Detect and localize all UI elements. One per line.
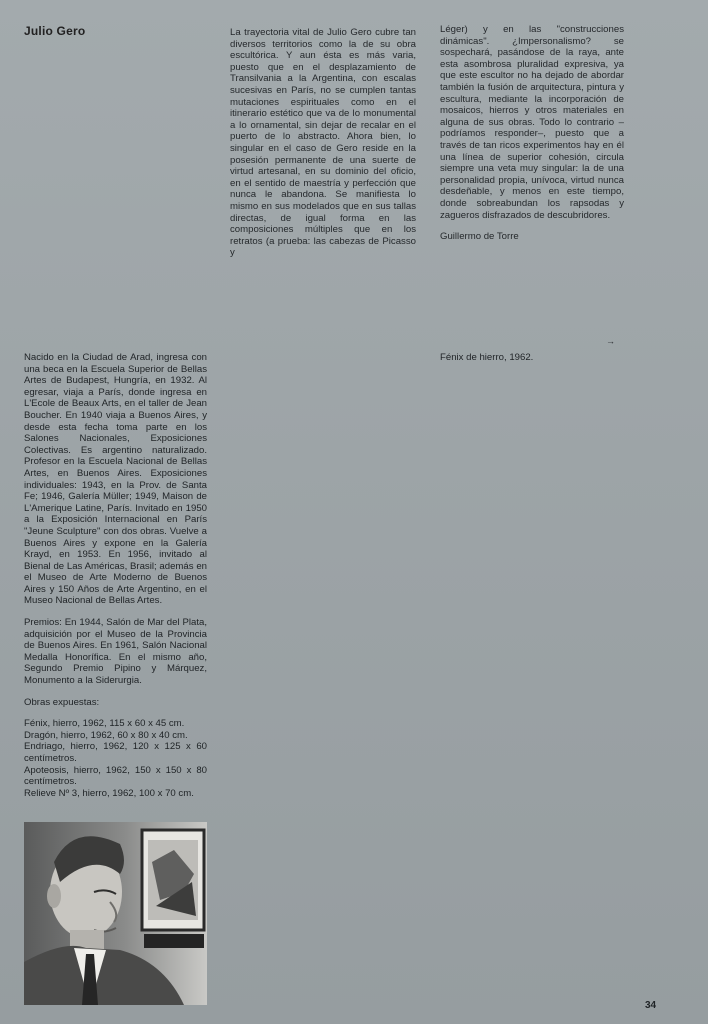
works-list-item: Dragón, hierro, 1962, 60 x 80 x 40 cm. — [24, 729, 188, 741]
page-number: 34 — [645, 1000, 657, 1011]
works-list — [24, 718, 207, 799]
awards-text: Premios: En 1944, Salón de Mar del Plata, adquisición por el Museo de la Provincia de Buenos Aires. En 1961, Salón Nacional Medalla Honorífica. En el mismo año, Segundo Premio Pipino y Márquez, Monumento a la Siderurgia. — [24, 617, 207, 687]
image-caption: Fénix de hierro, 1962. — [440, 352, 534, 363]
essay-author: Guillermo de Torre — [440, 231, 519, 243]
essay-column-2 — [440, 24, 624, 251]
essay-paragraph-2: Léger) y en las "construcciones dinámicas". ¿Impersonalismo? se sospechará, pasándose de la raya, ante esta asombrosa pluralidad expresiva, ya que este escultor no ha dejado de abordar también la fusión de arquitectura, pintura y escultura, mediante la incorporación de mosaicos, hierros y otros materiales en alguna de sus obras. Todo lo contrario –podríamos responder–, puesto que a través de tan ricos experimentos hay en él una línea de superior cohesión, circula siempre una veta muy singular: la de una personalidad propia, unívoca, virtud nunca desdeñable, y menos en este tiempo, donde sobreabundan los rapsodas y zagueros disfrazados de descubridores. — [440, 24, 624, 221]
essay-column-1 — [230, 27, 416, 267]
works-list-item: Fénix, hierro, 1962, 115 x 60 x 45 cm. — [24, 718, 185, 730]
artist-name-heading: Julio Gero — [24, 24, 86, 38]
essay-paragraph-1: La trayectoria vital de Julio Gero cubre tan diversos territorios como la de su obra escultórica. Y aun ésta es más varia, puesto que en el desplazamiento de Transilvania a la Argentina, con escalas sucesivas en París, no se cumplen tantas mutaciones espirituales como en el itinerario estético que va de lo monumental a lo ornamental, sin dejar de recalar en el puerto de lo abstracto. Ahora bien, lo singular en el caso de Gero reside en la posesión permanente de una suerte de virtud artesanal, en su dominio del oficio, en el sentido de maestría y perfección que nunca le abandona. Se manifiesta lo mismo en sus modelados que en sus tallas directas, de igual forma en las composiciones múltiples que en los retratos (a prueba: las cabezas de Picasso y — [230, 27, 416, 259]
biography-block — [24, 352, 207, 799]
arrow-right-icon: → — [606, 336, 615, 346]
works-list-item: Endriago, hierro, 1962, 120 x 125 x 60 centímetros. — [24, 741, 207, 764]
works-heading: Obras expuestas: — [24, 696, 100, 708]
works-list-item: Relieve Nº 3, hierro, 1962, 100 x 70 cm. — [24, 787, 194, 799]
biography-text: Nacido en la Ciudad de Arad, ingresa con una beca en la Escuela Superior de Bellas Artes de Budapest, Hungría, en 1932. Al egresar, viaja a París, donde ingresa en L'Ecole de Beaux Arts, en el taller de Jean Boucher. En 1940 viaja a Buenos Aires, y desde esta fecha toma parte en los Salones Nacionales, Exposiciones Colectivas. Es argentino naturalizado. Profesor en la Escuela Nacional de Bellas Artes, en Buenos Aires. Exposiciones individuales: 1943, en la Prov. de Santa Fe; 1946, Galería Müller; 1949, Maison de L'Amerique Latine, París. Invitado en 1950 a la Exposición Internacional en París "Jeune Sculpture" con dos obras. Vuelve a Buenos Aires y expone en la Galería Krayd, en 1953. En 1956, invitado al Bienal de Las Américas, Brasil; además en el Museo de Arte Moderno de Buenos Aires y 150 Años de Arte Argentino, en el Museo Nacional de Bellas Artes. — [24, 352, 207, 607]
works-list-item: Apoteosis, hierro, 1962, 150 x 150 x 80 centímetros. — [24, 764, 207, 788]
artist-portrait-photo — [24, 822, 207, 1005]
portrait-illustration — [24, 822, 207, 1005]
